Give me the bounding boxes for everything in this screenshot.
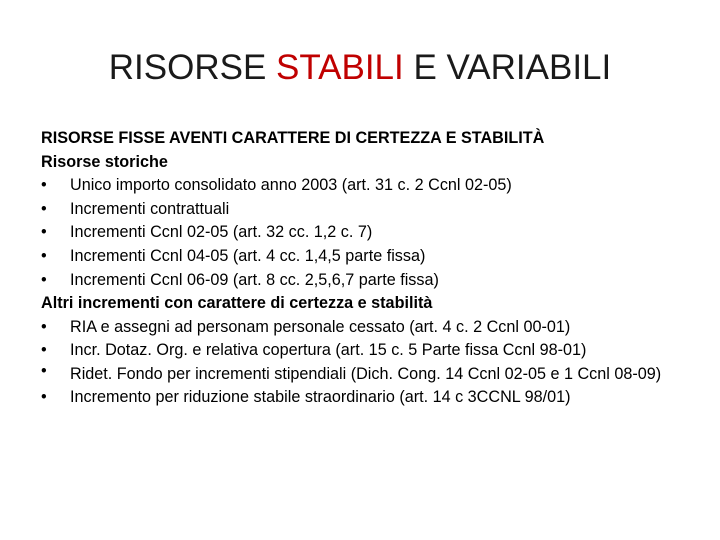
list-item [41,363,691,386]
title-highlight: STABILI [276,48,404,87]
list-item-text: RIA e assegni ad personam personale cessato (art. 4 c. 2 Ccnl 00-01) [70,317,571,336]
list-item-text: Incrementi Ccnl 02-05 (art. 32 cc. 1,2 c. 7) [70,223,373,242]
bullet-icon: • [41,387,47,406]
bullet-icon: • [41,246,47,265]
list-item-text: Incrementi Ccnl 06-09 (art. 8 cc. 2,5,6,7 parte fissa) [70,270,439,289]
bullet-icon: • [41,270,47,289]
slide-title [0,46,720,90]
title-part-2: E VARIABILI [403,48,612,87]
list-item [41,198,691,222]
altri-heading: Altri incrementi con carattere di certezza e stabilità [41,294,433,313]
bullet-icon: • [41,341,47,360]
list-item [41,316,691,340]
list-item [41,339,691,363]
bullet-icon: • [41,317,47,336]
list-item-text: Incremento per riduzione stabile straordinario (art. 14 c 3CCNL 98/01) [70,387,571,406]
list-item [41,174,691,198]
slide-body [41,127,691,410]
bullet-icon: • [41,176,47,195]
bullet-icon: • [41,199,47,218]
bullet-icon: • [41,361,47,380]
altri-list [41,316,691,410]
bullet-icon: • [41,223,47,242]
list-item-text: Ridet. Fondo per incrementi stipendiali (Dich. Cong. 14 Ccnl 02-05 e 1 Ccnl 08-09) [70,364,662,383]
main-heading: RISORSE FISSE AVENTI CARATTERE DI CERTEZZA E STABILITÀ [41,129,545,147]
list-item-text: Incrementi Ccnl 04-05 (art. 4 cc. 1,4,5 parte fissa) [70,246,426,265]
list-item-text: Incrementi contrattuali [70,199,230,218]
list-item [41,269,691,293]
title-part-1: RISORSE [108,48,277,87]
list-item [41,245,691,269]
list-item-text: Unico importo consolidato anno 2003 (art. 31 c. 2 Ccnl 02-05) [70,176,512,195]
list-item-text: Incr. Dotaz. Org. e relativa copertura (art. 15 c. 5 Parte fissa Ccnl 98-01) [70,341,587,360]
storiche-list [41,174,691,292]
list-item [41,386,691,410]
list-item [41,221,691,245]
storiche-heading: Risorse storiche [41,152,168,171]
